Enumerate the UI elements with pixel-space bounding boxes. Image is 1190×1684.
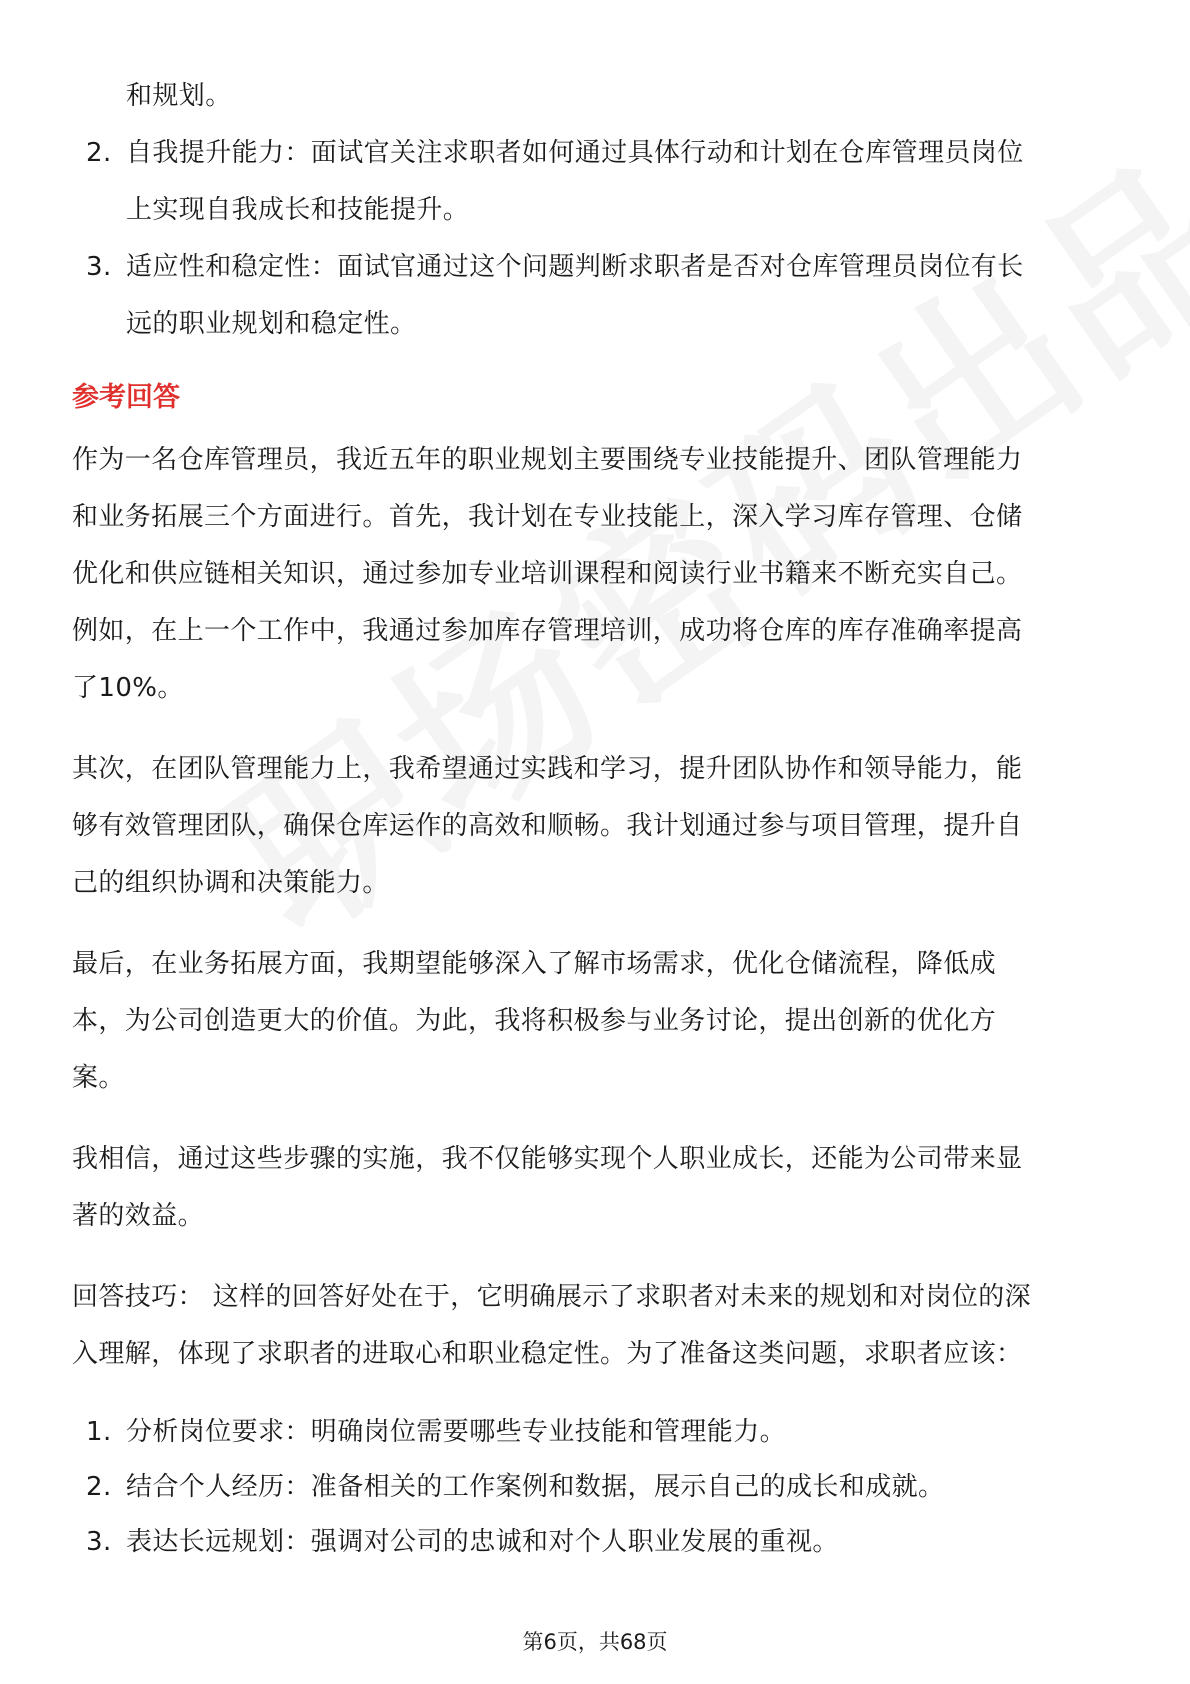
- paragraph-line: 我相信，通过这些步骤的实施，我不仅能够实现个人职业成长，还能为公司带来显: [72, 1144, 1023, 1174]
- list-line: 上实现自我成长和技能提升。: [126, 195, 470, 225]
- list-text: 表达长远规划：强调对公司的忠诚和对个人职业发展的重视。: [126, 1527, 839, 1557]
- paragraph-line: 最后，在业务拓展方面，我期望能够深入了解市场需求，优化仓储流程，降低成: [72, 949, 997, 979]
- paragraph-line: 著的效益。: [72, 1201, 205, 1231]
- paragraph-line: 入理解，体现了求职者的进取心和职业稳定性。为了准备这类问题，求职者应该：: [72, 1339, 1023, 1369]
- previous-point-continuation: 和规划。: [126, 81, 232, 111]
- paragraph-line: 和业务拓展三个方面进行。首先，我计划在专业技能上，深入学习库存管理、仓储: [72, 502, 1023, 532]
- answer-paragraph: [72, 741, 1122, 912]
- answer-paragraph: [72, 1131, 1122, 1245]
- reference-answer-heading: 参考回答: [72, 382, 180, 413]
- paragraph-line: 本，为公司创造更大的价值。为此，我将积极参与业务讨论，提出创新的优化方: [72, 1006, 997, 1036]
- document-body: [72, 68, 1122, 1570]
- list-item: [72, 125, 1122, 239]
- paragraph-line: 例如，在上一个工作中，我通过参加库存管理培训，成功将仓库的库存准确率提高: [72, 616, 1023, 646]
- paragraph-line: 作为一名仓库管理员，我近五年的职业规划主要围绕专业技能提升、团队管理能力: [72, 445, 1023, 475]
- list-item: [72, 1515, 1122, 1570]
- list-number: 3.: [86, 252, 112, 282]
- paragraph-line: 够有效管理团队，确保仓库运作的高效和顺畅。我计划通过参与项目管理，提升自: [72, 811, 1023, 841]
- list-number: 2.: [86, 138, 112, 168]
- list-number: 1.: [86, 1417, 112, 1447]
- paragraph-line: 己的组织协调和决策能力。: [72, 868, 389, 898]
- answer-paragraph: [72, 936, 1122, 1107]
- list-number: 2.: [86, 1472, 112, 1502]
- answer-paragraph: [72, 432, 1122, 717]
- tips-list: [72, 1405, 1122, 1570]
- paragraph-line: 其次，在团队管理能力上，我希望通过实践和学习，提升团队协作和领导能力，能: [72, 754, 1023, 784]
- evaluation-points-list: [72, 125, 1122, 353]
- paragraph-line: 优化和供应链相关知识，通过参加专业培训课程和阅读行业书籍来不断充实自己。: [72, 559, 1023, 589]
- list-text: 结合个人经历：准备相关的工作案例和数据，展示自己的成长和成就。: [126, 1472, 945, 1502]
- list-text: 分析岗位要求：明确岗位需要哪些专业技能和管理能力。: [126, 1417, 787, 1447]
- paragraph-line: 回答技巧： 这样的回答好处在于，它明确展示了求职者对未来的规划和对岗位的深: [72, 1282, 1032, 1312]
- list-item: [72, 1405, 1122, 1460]
- list-line: 自我提升能力：面试官关注求职者如何通过具体行动和计划在仓库管理员岗位: [126, 138, 1024, 168]
- list-line: 适应性和稳定性：面试官通过这个问题判断求职者是否对仓库管理员岗位有长: [126, 252, 1024, 282]
- paragraph-line: 了10%。: [72, 673, 184, 703]
- paragraph-line: 案。: [72, 1063, 125, 1093]
- list-item: [72, 239, 1122, 353]
- list-number: 3.: [86, 1527, 112, 1557]
- answer-tips-paragraph: [72, 1269, 1122, 1383]
- page-footer: 第6页，共68页: [522, 1630, 668, 1654]
- list-item: [72, 1460, 1122, 1515]
- list-line: 远的职业规划和稳定性。: [126, 309, 417, 339]
